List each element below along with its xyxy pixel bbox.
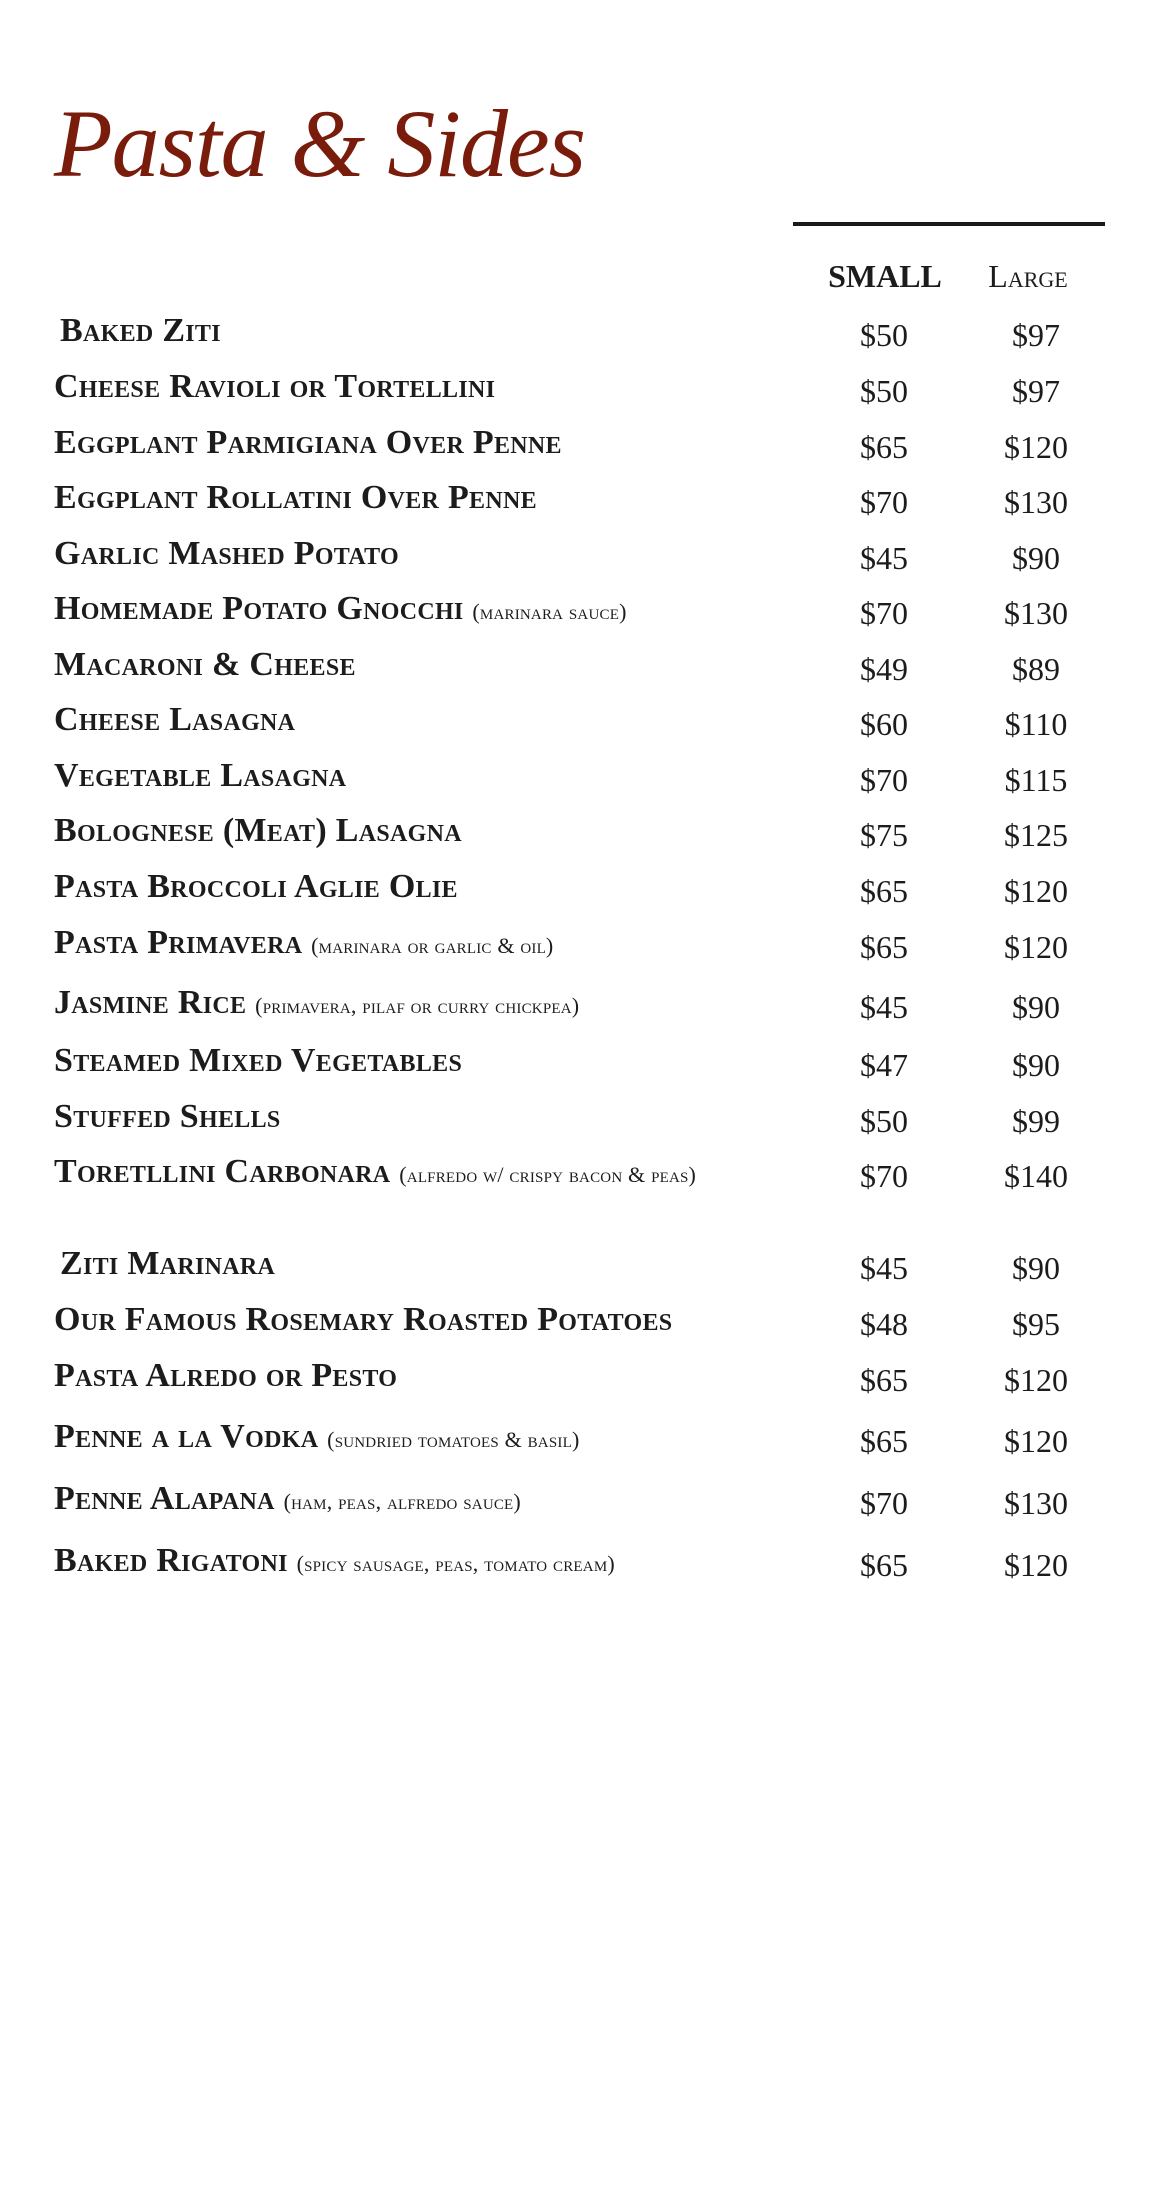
item-price-small: $50 xyxy=(860,1103,908,1139)
menu-item-row xyxy=(0,701,1150,751)
item-name: Cheese Lasagna xyxy=(54,701,296,738)
item-price-small: $70 xyxy=(860,595,908,631)
menu-item-row xyxy=(0,868,1150,918)
item-name-line xyxy=(54,1301,794,1339)
item-price-large: $110 xyxy=(1004,706,1068,742)
item-name-line xyxy=(54,701,794,739)
item-price-small: $49 xyxy=(860,651,908,687)
item-price-large: $97 xyxy=(1012,317,1060,353)
item-name: Cheese Ravioli or Tortellini xyxy=(54,368,496,405)
item-name: Homemade Potato Gnocchi xyxy=(54,590,464,627)
item-name-line xyxy=(54,1357,794,1395)
item-name: Pasta Broccoli Aglie Olie xyxy=(54,868,458,905)
item-price-large: $97 xyxy=(1012,373,1060,409)
item-price-large: $95 xyxy=(1012,1306,1060,1342)
item-note: (spicy sausage, peas, tomato cream) xyxy=(296,1551,615,1576)
item-name-line xyxy=(54,646,794,684)
item-price-large: $140 xyxy=(1004,1158,1068,1194)
menu-item-row xyxy=(0,1153,1150,1243)
item-name: Pasta Primavera xyxy=(54,924,303,961)
menu-item-row xyxy=(0,1480,1150,1530)
item-price-small: $70 xyxy=(860,1485,908,1521)
item-price-large: $90 xyxy=(1012,540,1060,576)
item-price-small: $65 xyxy=(860,429,908,465)
item-price-small: $70 xyxy=(860,762,908,798)
item-name-line xyxy=(54,479,794,517)
item-price-small: $65 xyxy=(860,1362,908,1398)
item-note: (marinara sauce) xyxy=(472,599,627,624)
item-price-large: $120 xyxy=(1004,429,1068,465)
item-price-large: $120 xyxy=(1004,1547,1068,1583)
menu-item-row xyxy=(0,590,1150,640)
item-price-large: $120 xyxy=(1004,929,1068,965)
item-price-small: $45 xyxy=(860,1250,908,1286)
menu-item-row xyxy=(0,1357,1150,1407)
item-name-line xyxy=(54,424,794,462)
page-title: Pasta & Sides xyxy=(54,90,585,197)
item-note: (primavera, pilaf or curry chickpea) xyxy=(255,993,580,1018)
item-price-large: $120 xyxy=(1004,873,1068,909)
item-price-large: $99 xyxy=(1012,1103,1060,1139)
item-price-small: $50 xyxy=(860,317,908,353)
menu-item-row xyxy=(0,535,1150,585)
item-name-line xyxy=(54,1153,784,1194)
item-note: (sundried tomatoes & basil) xyxy=(327,1427,580,1452)
item-price-small: $70 xyxy=(860,1158,908,1194)
item-price-small: $60 xyxy=(860,706,908,742)
item-name-line xyxy=(54,984,794,1025)
item-price-small: $45 xyxy=(860,989,908,1025)
menu-item-row xyxy=(0,646,1150,696)
menu-item-row xyxy=(0,424,1150,474)
item-name-line xyxy=(60,1245,800,1283)
column-header-large: Large xyxy=(988,258,1068,294)
item-price-large: $115 xyxy=(1004,762,1068,798)
item-name: Garlic Mashed Potato xyxy=(54,535,400,572)
item-name-line xyxy=(54,757,794,795)
menu-item-row xyxy=(0,368,1150,418)
menu-item-row xyxy=(0,984,1150,1034)
item-price-small: $65 xyxy=(860,873,908,909)
item-name: Vegetable Lasagna xyxy=(54,757,347,794)
item-price-large: $130 xyxy=(1004,484,1068,520)
menu-item-row xyxy=(0,812,1150,862)
item-price-small: $65 xyxy=(860,929,908,965)
menu-item-row xyxy=(0,312,1150,362)
item-name: Steamed Mixed Vegetables xyxy=(54,1042,463,1079)
menu-item-row xyxy=(0,1301,1150,1351)
item-name: Ziti Marinara xyxy=(60,1245,276,1282)
item-price-large: $120 xyxy=(1004,1423,1068,1459)
item-price-small: $50 xyxy=(860,373,908,409)
item-note: (marinara or garlic & oil) xyxy=(311,933,554,958)
item-name: Toretllini Carbonara xyxy=(54,1153,391,1190)
item-name-line xyxy=(54,368,794,406)
item-name: Jasmine Rice xyxy=(54,984,247,1021)
menu-item-row xyxy=(0,924,1150,974)
item-name: Baked Rigatoni xyxy=(54,1542,288,1579)
item-price-large: $89 xyxy=(1012,651,1060,687)
item-name-line xyxy=(54,590,794,631)
item-price-small: $48 xyxy=(860,1306,908,1342)
menu-item-row xyxy=(0,479,1150,529)
item-price-large: $120 xyxy=(1004,1362,1068,1398)
item-name-line xyxy=(54,1418,794,1459)
item-name-line xyxy=(54,924,794,965)
item-price-small: $75 xyxy=(860,817,908,853)
item-name: Our Famous Rosemary Roasted Potatoes xyxy=(54,1301,673,1338)
item-name: Eggplant Rollatini Over Penne xyxy=(54,479,537,516)
item-price-small: $45 xyxy=(860,540,908,576)
item-price-large: $125 xyxy=(1004,817,1068,853)
item-name: Pasta Alredo or Pesto xyxy=(54,1357,398,1394)
item-name: Macaroni & Cheese xyxy=(54,646,356,683)
item-price-small: $65 xyxy=(860,1547,908,1583)
item-name-line xyxy=(54,1542,794,1583)
item-name: Penne a la Vodka xyxy=(54,1418,319,1455)
menu-item-row xyxy=(0,1245,1150,1295)
item-name-line xyxy=(54,1098,794,1136)
item-name-line xyxy=(60,312,800,350)
item-name-line xyxy=(54,535,794,573)
item-name: Penne Alapana xyxy=(54,1480,275,1517)
item-name: Eggplant Parmigiana Over Penne xyxy=(54,424,562,461)
item-name-line xyxy=(54,1480,794,1521)
item-name: Stuffed Shells xyxy=(54,1098,281,1135)
column-header-small: SMALL xyxy=(828,258,942,294)
item-price-large: $90 xyxy=(1012,1250,1060,1286)
item-price-large: $90 xyxy=(1012,989,1060,1025)
item-price-large: $130 xyxy=(1004,595,1068,631)
menu-item-row xyxy=(0,757,1150,807)
item-note: (alfredo w/ crispy bacon & peas) xyxy=(399,1162,697,1187)
item-name: Bolognese (Meat) Lasagna xyxy=(54,812,462,849)
item-name-line xyxy=(54,868,794,906)
item-name: Baked Ziti xyxy=(60,312,221,349)
menu-item-row xyxy=(0,1542,1150,1592)
item-price-small: $47 xyxy=(860,1047,908,1083)
item-price-large: $130 xyxy=(1004,1485,1068,1521)
item-name-line xyxy=(54,1042,794,1080)
item-name-line xyxy=(54,812,794,850)
item-price-small: $70 xyxy=(860,484,908,520)
item-note: (ham, peas, alfredo sauce) xyxy=(283,1489,521,1514)
item-price-large: $90 xyxy=(1012,1047,1060,1083)
item-price-small: $65 xyxy=(860,1423,908,1459)
menu-item-row xyxy=(0,1042,1150,1092)
menu-item-row xyxy=(0,1098,1150,1148)
menu-item-row xyxy=(0,1418,1150,1468)
